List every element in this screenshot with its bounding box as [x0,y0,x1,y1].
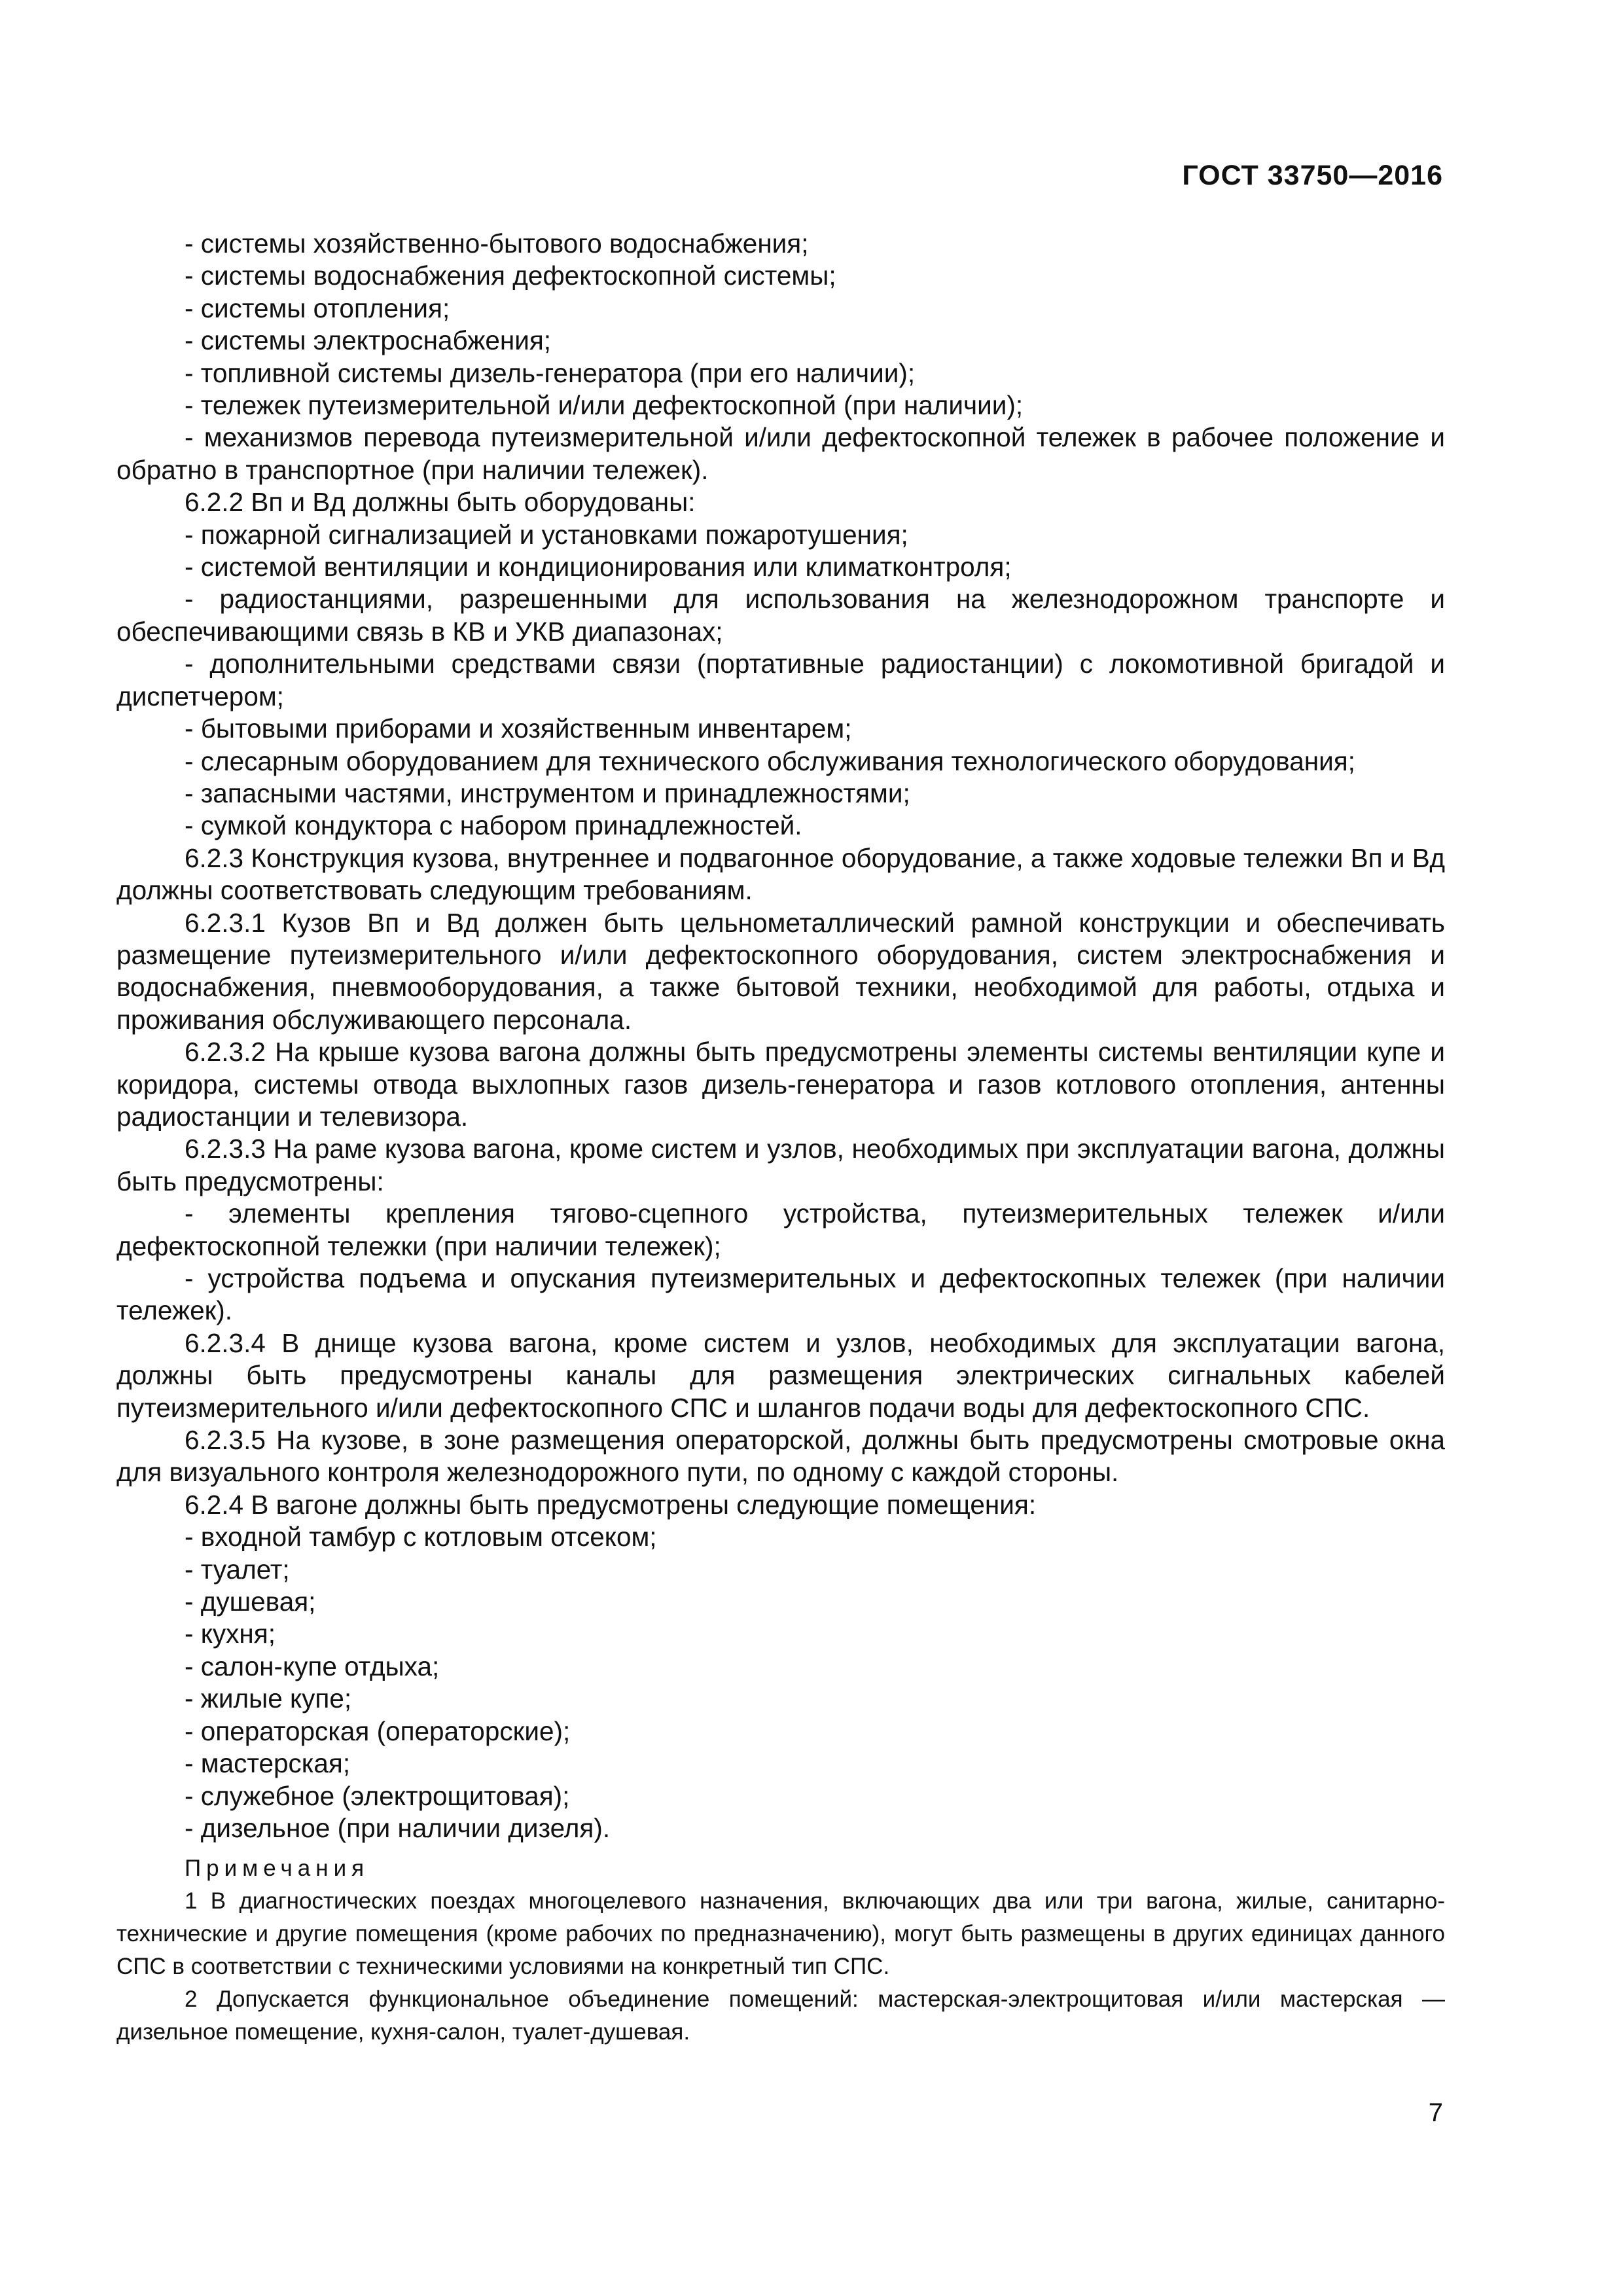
document-body [116,228,1445,2049]
notes-section [116,1852,1445,2049]
note-item: 2 Допускается функциональное объединение помещений: мастерская-электрощитовая и/или мастерская — дизельное помещение, кухня-салон, туалет-душевая. [116,1986,1445,2045]
list-item: - системой вентиляции и кондиционирования или климатконтроля; [185,552,1012,583]
clause-paragraph: 6.2.3.4 В днище кузова вагона, кроме систем и узлов, необходимых для эксплуатации вагона, должны быть предусмотрены каналы для размещения электрических сигнальных кабелей путеизмерительного и/или дефектоскопного СПС и шлангов подачи воды для дефектоскопного СПС. [116,1327,1445,1423]
list-item: - запасными частями, инструментом и принадлежностями; [185,778,910,808]
list-item: - слесарным оборудованием для технического обслуживания технологического оборудования; [185,745,1355,776]
list-item: - входной тамбур с котловым отсеком; [185,1522,657,1552]
note-item: 1 В диагностических поездах многоцелевого назначения, включающих два или три вагона, жилые, санитарно-технические и другие помещения (кроме рабочих по предназначению), могут быть размещены в других единицах данного СПС в соответствии с техническими условиями на конкретный тип СПС. [116,1888,1445,1980]
list-item: - пожарной сигнализацией и установками пожаротушения; [185,519,908,550]
list-item: - душевая; [185,1587,316,1617]
clause-paragraph: 6.2.3.3 На раме кузова вагона, кроме систем и узлов, необходимых при эксплуатации вагона, должны быть предусмотрены: [116,1134,1445,1196]
list-item: - дизельное (при наличии дизеля). [185,1812,611,1843]
list-item: - бытовыми приборами и хозяйственным инвентарем; [185,713,852,744]
list-item: - туалет; [185,1554,290,1585]
list-item: - элементы крепления тягово-сцепного устройства, путеизмерительных тележек и/или дефектоскопной тележки (при наличии тележек); [116,1198,1445,1261]
clause-paragraph: 6.2.3.1 Кузов Вп и Вд должен быть цельнометаллический рамной конструкции и обеспечивать размещение путеизмерительного и/или дефектоскопного оборудования, систем электроснабжения и водоснабжения, пневмооборудования, а также бытовой техники, необходимой для работы, отдыха и проживания обслуживающего персонала. [116,907,1445,1035]
clause-paragraph: 6.2.3 Конструкция кузова, внутреннее и подвагонное оборудование, а также ходовые тележки Вп и Вд должны соответствовать следующим требованиям. [116,842,1445,906]
list-item: - устройства подъема и опускания путеизмерительных и дефектоскопных тележек (при наличии тележек). [116,1263,1445,1326]
list-item: - кухня; [185,1619,276,1649]
notes-title: Примечания [185,1856,370,1882]
list-item: - системы электроснабжения; [185,325,552,356]
list-item: - системы хозяйственно-бытового водоснабжения; [185,228,809,259]
clause-paragraph: 6.2.3.5 На кузове, в зоне размещения операторской, должны быть предусмотрены смотровые окна для визуального контроля железнодорожного пути, по одному с каждой стороны. [116,1425,1445,1488]
list-item: - операторская (операторские); [185,1715,571,1746]
page-number: 7 [1428,2098,1443,2127]
list-item: - радиостанциями, разрешенными для использования на железнодорожном транспорте и обеспечивающими связь в КВ и УКВ диапазонах; [116,584,1445,647]
list-item: - мастерская; [185,1748,351,1779]
clause-paragraph: 6.2.4 В вагоне должны быть предусмотрены следующие помещения: [185,1489,1037,1520]
list-item: - салон-купе отдыха; [185,1651,440,1681]
list-item: - сумкой кондуктора с набором принадлежностей. [185,810,802,841]
list-item: - системы водоснабжения дефектоскопной системы; [185,260,836,291]
clause-paragraph: 6.2.3.2 На крыше кузова вагона должны быть предусмотрены элементы системы вентиляции купе и коридора, системы отвода выхлопных газов дизель-генератора и газов котлового отопления, антенны радиостанции и телевизора. [116,1037,1445,1132]
clause-paragraph: 6.2.2 Вп и Вд должны быть оборудованы: [185,487,696,518]
list-item: - механизмов перевода путеизмерительной и/или дефектоскопной тележек в рабочее положение и обратно в транспортное (при наличии тележек). [116,422,1445,485]
list-item: - системы отопления; [185,293,450,323]
list-item: - тележек путеизмерительной и/или дефектоскопной (при наличии); [185,390,1024,421]
document-header: ГОСТ 33750—2016 [1182,160,1443,191]
list-item: - жилые купе; [185,1683,352,1714]
list-item: - дополнительными средствами связи (портативные радиостанции) с локомотивной бригадой и диспетчером; [116,649,1445,711]
list-item: - топливной системы дизель-генератора (при его наличии); [185,357,916,388]
list-item: - служебное (электрощитовая); [185,1780,570,1811]
